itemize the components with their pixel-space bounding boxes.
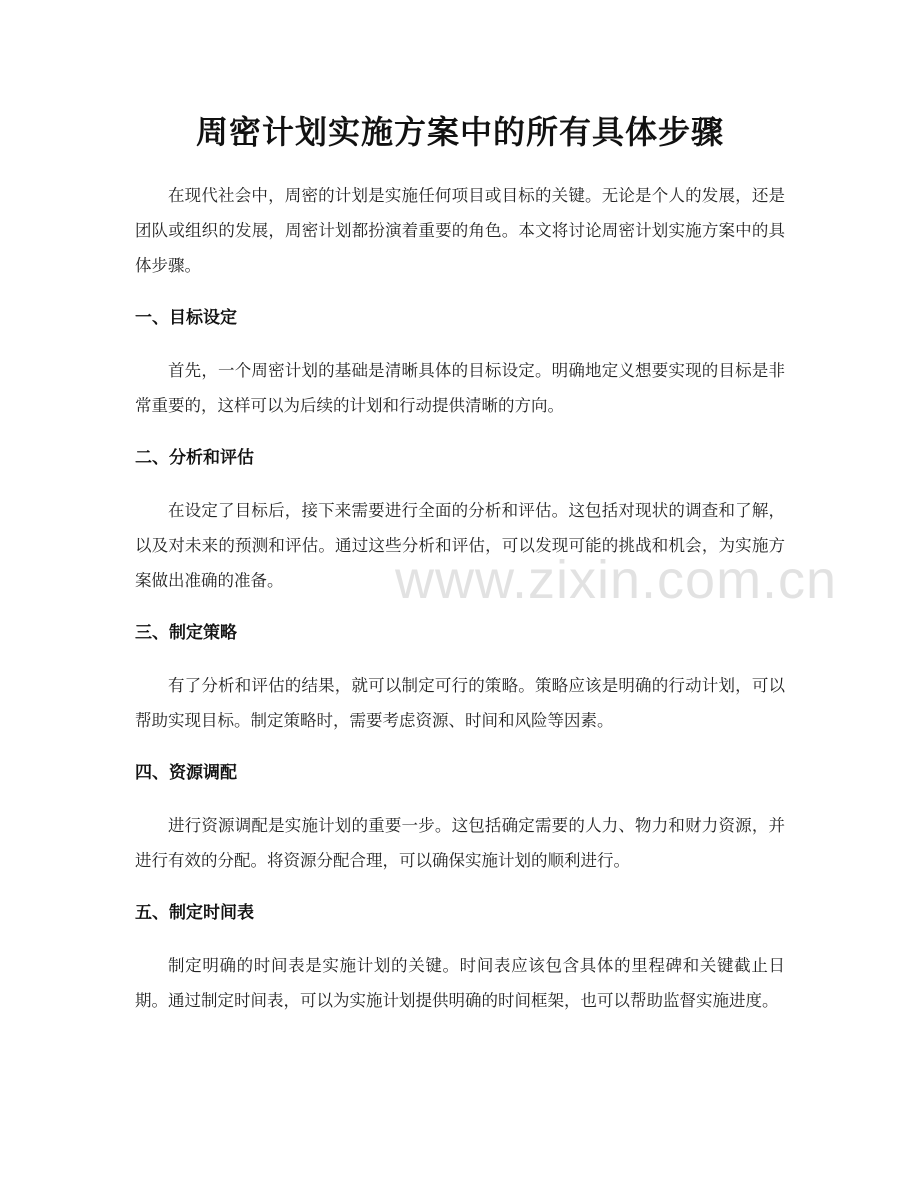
document-title: 周密计划实施方案中的所有具体步骤: [195, 113, 724, 151]
section-body-resources: 进行资源调配是实施计划的重要一步。这包括确定需要的人力、物力和财力资源，并进行有效的分配。将资源分配合理，可以确保实施计划的顺利进行。: [135, 816, 785, 870]
watermark: www.zixin.com.cn: [395, 550, 838, 610]
intro-paragraph: 在现代社会中，周密的计划是实施任何项目或目标的关键。无论是个人的发展，还是团队或组织的发展，周密计划都扮演着重要的角色。本文将讨论周密计划实施方案中的具体步骤。: [135, 186, 785, 275]
section-body-analysis: 在设定了目标后，接下来需要进行全面的分析和评估。这包括对现状的调查和了解，以及对未来的预测和评估。通过这些分析和评估，可以发现可能的挑战和机会，为实施方案做出准确的准备。: [135, 501, 785, 590]
section-body-goal-setting: 首先，一个周密计划的基础是清晰具体的目标设定。明确地定义想要实现的目标是非常重要的，这样可以为后续的计划和行动提供清晰的方向。: [135, 361, 785, 415]
section-heading-timeline: 五、制定时间表: [135, 903, 254, 923]
document-body: [135, 178, 785, 1038]
section-heading-goal-setting: 一、目标设定: [135, 308, 237, 328]
section-body-strategy: 有了分析和评估的结果，就可以制定可行的策略。策略应该是明确的行动计划，可以帮助实现目标。制定策略时，需要考虑资源、时间和风险等因素。: [135, 676, 785, 730]
section-body-timeline: 制定明确的时间表是实施计划的关键。时间表应该包含具体的里程碑和关键截止日期。通过制定时间表，可以为实施计划提供明确的时间框架，也可以帮助监督实施进度。: [135, 956, 785, 1010]
section-heading-strategy: 三、制定策略: [135, 623, 237, 643]
section-heading-resources: 四、资源调配: [135, 763, 237, 783]
section-heading-analysis: 二、分析和评估: [135, 448, 254, 468]
